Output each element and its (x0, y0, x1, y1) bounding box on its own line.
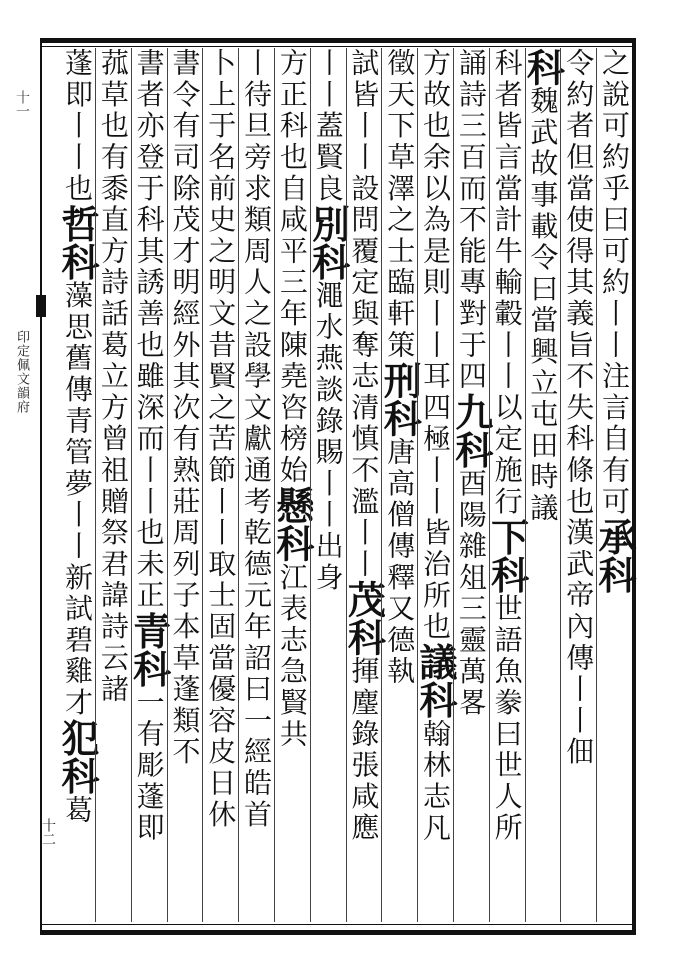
page-number: 十二 (40, 818, 56, 846)
entry-head: 懸科 (269, 486, 315, 563)
entry-head: 九科 (448, 392, 494, 469)
bottom-border-thin (40, 924, 636, 925)
entry-head: 議科 (413, 642, 459, 719)
text-column: 菰草也有黍直方詩話葛立方曾祖贈祭君諱詩云諸 (95, 48, 131, 922)
text-column: 丨待旦旁求類周人之設學文獻通考乾德元年詔曰一經皓首 (238, 48, 274, 922)
entry-head: 刑科 (377, 361, 423, 437)
entry-head: 下科 (484, 517, 530, 594)
entry-head: 科 (520, 48, 566, 86)
text-column: 書者亦登于科其誘善也雖深而丨丨也未正青科一有彫蓬即 (131, 48, 167, 922)
text-column: 徵天下草澤之士臨軒策刑科唐高僧傳釋又德執 (381, 48, 417, 922)
entry-head: 承科 (592, 517, 637, 594)
text-column: 科者皆言當計牛輸轂丨丨以定施行下科世語魚豢曰世人所 (489, 48, 525, 922)
entry-head: 哲科 (55, 204, 101, 281)
text-column: 令約者但當使得其義旨不失科條也漢武帝內傳丨丨佃 (560, 48, 596, 922)
text-column: 方故也余以為是則丨丨耳四極丨丨皆治所也議科翰林志凡 (417, 48, 453, 922)
entry-head: 犯科 (55, 718, 101, 795)
text-column: 丨丨蓋賢良別科澠水燕談錄賜丨丨出身 (310, 48, 346, 922)
text-column: 蓬即丨丨也哲科藻思舊傳青管夢丨丨新試碧雞才犯科葛 (55, 48, 101, 827)
text-column: 之說可約乎曰可約丨丨注言自有可承科 (596, 48, 632, 922)
text-column: 方正科也自咸平三年陳堯咨榜始懸科江表志急賢共 (274, 48, 310, 922)
entry-head: 青科 (126, 611, 172, 688)
bottom-border (40, 930, 636, 935)
entry-head: 別科 (305, 204, 351, 281)
text-column: 誦詩三百而不能專對于四九科酉陽雜俎三靈萬畧 (453, 48, 489, 922)
entry-head: 茂科 (341, 580, 387, 657)
text-column: 書令有司除茂才明經外其次有熟莊周列子本草蓬類不 (167, 48, 203, 922)
fishtail-mark (36, 295, 46, 317)
text-column: 試皆丨丨設問覆定與奪志清慎不濫丨丨茂科揮麈錄張咸應 (346, 48, 382, 922)
text-column: 科魏武故事載令曰當興立屯田時議 (525, 48, 561, 922)
top-border (40, 38, 636, 43)
margin-mark: 十一 (14, 90, 30, 118)
text-columns (55, 48, 637, 922)
right-border (632, 38, 636, 935)
block-heart-margin (0, 38, 40, 935)
left-border (40, 38, 42, 935)
top-border-thin (40, 46, 636, 47)
text-column: 卜上于名前史之明文昔賢之苦節丨丨取士固當優容皮日休 (202, 48, 238, 922)
book-title: 印定佩文韻府 (14, 330, 29, 414)
